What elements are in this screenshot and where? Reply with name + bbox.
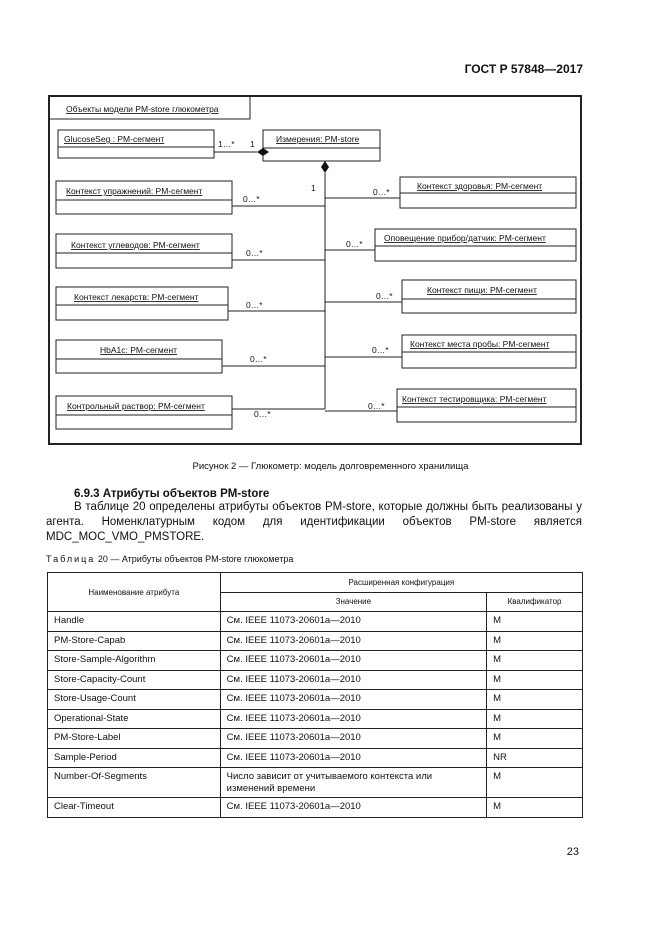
document-header: ГОСТ Р 57848—2017 xyxy=(464,62,583,76)
attr-qualifier-cell: M xyxy=(487,651,583,671)
attr-value-cell: См. IEEE 11073-20601a—2010 xyxy=(220,612,486,632)
center-box-label: Измерения: PM-store xyxy=(276,134,360,144)
section-heading: 6.9.3 Атрибуты объектов PM-store xyxy=(74,488,270,500)
right-mult-2: 0…* xyxy=(346,239,363,249)
attr-qualifier-cell: M xyxy=(487,798,583,818)
header-attribute-name: Наименование атрибута xyxy=(48,573,221,612)
attr-name-cell: Sample-Period xyxy=(48,748,221,768)
left-mult-2: 0…* xyxy=(246,248,263,258)
attr-qualifier-cell: M xyxy=(487,631,583,651)
right-box-label-2: Оповещение прибор/датчик: PM-сегмент xyxy=(384,233,546,243)
page-number: 23 xyxy=(566,846,579,858)
table-row xyxy=(48,768,583,798)
table-row xyxy=(48,690,583,710)
right-mult-1: 0…* xyxy=(373,187,390,197)
attr-value-cell: См. IEEE 11073-20601a—2010 xyxy=(220,748,486,768)
attr-qualifier-cell: NR xyxy=(487,748,583,768)
attr-value-cell: Число зависит от учитываемого контекста или изменений времени xyxy=(220,768,486,798)
attr-value-cell: См. IEEE 11073-20601a—2010 xyxy=(220,651,486,671)
right-box-label-5: Контекст тестировщика: PM-сегмент xyxy=(402,394,547,404)
attr-qualifier-cell: M xyxy=(487,709,583,729)
attr-name-cell: Store-Sample-Algorithm xyxy=(48,651,221,671)
glucose-mult-right: 1 xyxy=(250,139,255,149)
attr-value-cell: См. IEEE 11073-20601a—2010 xyxy=(220,729,486,749)
attr-name-cell: Store-Usage-Count xyxy=(48,690,221,710)
glucose-mult-left: 1…* xyxy=(218,139,235,149)
right-mult-4: 0…* xyxy=(372,345,389,355)
uml-figure xyxy=(48,95,582,445)
table-row xyxy=(48,612,583,632)
attr-qualifier-cell: M xyxy=(487,612,583,632)
attr-value-cell: См. IEEE 11073-20601a—2010 xyxy=(220,798,486,818)
attr-value-cell: См. IEEE 11073-20601a—2010 xyxy=(220,690,486,710)
aggregation-diamond-bottom xyxy=(321,161,329,173)
attr-name-cell: PM-Store-Label xyxy=(48,729,221,749)
attr-qualifier-cell: M xyxy=(487,670,583,690)
attr-value-cell: См. IEEE 11073-20601a—2010 xyxy=(220,709,486,729)
left-mult-3: 0…* xyxy=(246,300,263,310)
glucose-box-label: GlucoseSeg : PM-сегмент xyxy=(64,134,165,144)
attr-name-cell: Number-Of-Segments xyxy=(48,768,221,798)
right-box-label-3: Контекст пищи: PM-сегмент xyxy=(427,285,537,295)
table-caption-text: 20 — Атрибуты объектов PM-store глюкометра xyxy=(97,554,294,564)
table-row xyxy=(48,748,583,768)
table-row xyxy=(48,631,583,651)
right-box-label-4: Контекст места пробы: PM-сегмент xyxy=(410,339,550,349)
attr-name-cell: PM-Store-Capab xyxy=(48,631,221,651)
attr-qualifier-cell: M xyxy=(487,690,583,710)
table-row xyxy=(48,798,583,818)
table-body xyxy=(48,612,583,818)
header-qualifier: Квалификатор xyxy=(487,592,583,612)
table-row xyxy=(48,670,583,690)
left-box-label-5: Контрольный раствор: PM-сегмент xyxy=(67,401,205,411)
center-mult-bottom: 1 xyxy=(311,183,316,193)
header-value: Значение xyxy=(220,592,486,612)
table-row xyxy=(48,651,583,671)
attr-name-cell: Operational-State xyxy=(48,709,221,729)
left-box-label-4: HbA1c: PM-сегмент xyxy=(100,345,178,355)
uml-diagram xyxy=(50,97,584,447)
section-paragraph: В таблице 20 определены атрибуты объектов PM-store, которые должны быть реализованы у агента. Номенклатурным кодом для идентификации объектов PM-store является MDC_MOC_VMO_PMSTORE. xyxy=(46,501,582,543)
left-mult-1: 0…* xyxy=(243,194,260,204)
attr-qualifier-cell: M xyxy=(487,768,583,798)
figure-caption: Рисунок 2 — Глюкометр: модель долговременного хранилища xyxy=(192,461,469,472)
table-row xyxy=(48,709,583,729)
attributes-table xyxy=(47,572,583,818)
attr-value-cell: См. IEEE 11073-20601a—2010 xyxy=(220,631,486,651)
frame-title: Объекты модели PM-store глюкометра xyxy=(66,104,219,114)
right-mult-5: 0…* xyxy=(368,401,385,411)
attr-value-cell: См. IEEE 11073-20601a—2010 xyxy=(220,670,486,690)
attr-name-cell: Handle xyxy=(48,612,221,632)
left-box-label-1: Контекст упражнений: PM-сегмент xyxy=(66,186,203,196)
attr-name-cell: Store-Capacity-Count xyxy=(48,670,221,690)
table-row xyxy=(48,729,583,749)
header-extended-config: Расширенная конфигурация xyxy=(220,573,582,593)
right-box-label-1: Контекст здоровья: PM-сегмент xyxy=(417,181,543,191)
table-caption-prefix: Таблица xyxy=(46,554,96,564)
left-mult-4: 0…* xyxy=(250,354,267,364)
table-caption xyxy=(46,554,293,564)
left-box-label-2: Контекст углеводов: PM-сегмент xyxy=(71,240,200,250)
left-box-label-3: Контекст лекарств: PM-сегмент xyxy=(74,292,199,302)
right-mult-3: 0…* xyxy=(376,291,393,301)
left-mult-5: 0…* xyxy=(254,409,271,419)
attr-qualifier-cell: M xyxy=(487,729,583,749)
attr-name-cell: Clear-Timeout xyxy=(48,798,221,818)
